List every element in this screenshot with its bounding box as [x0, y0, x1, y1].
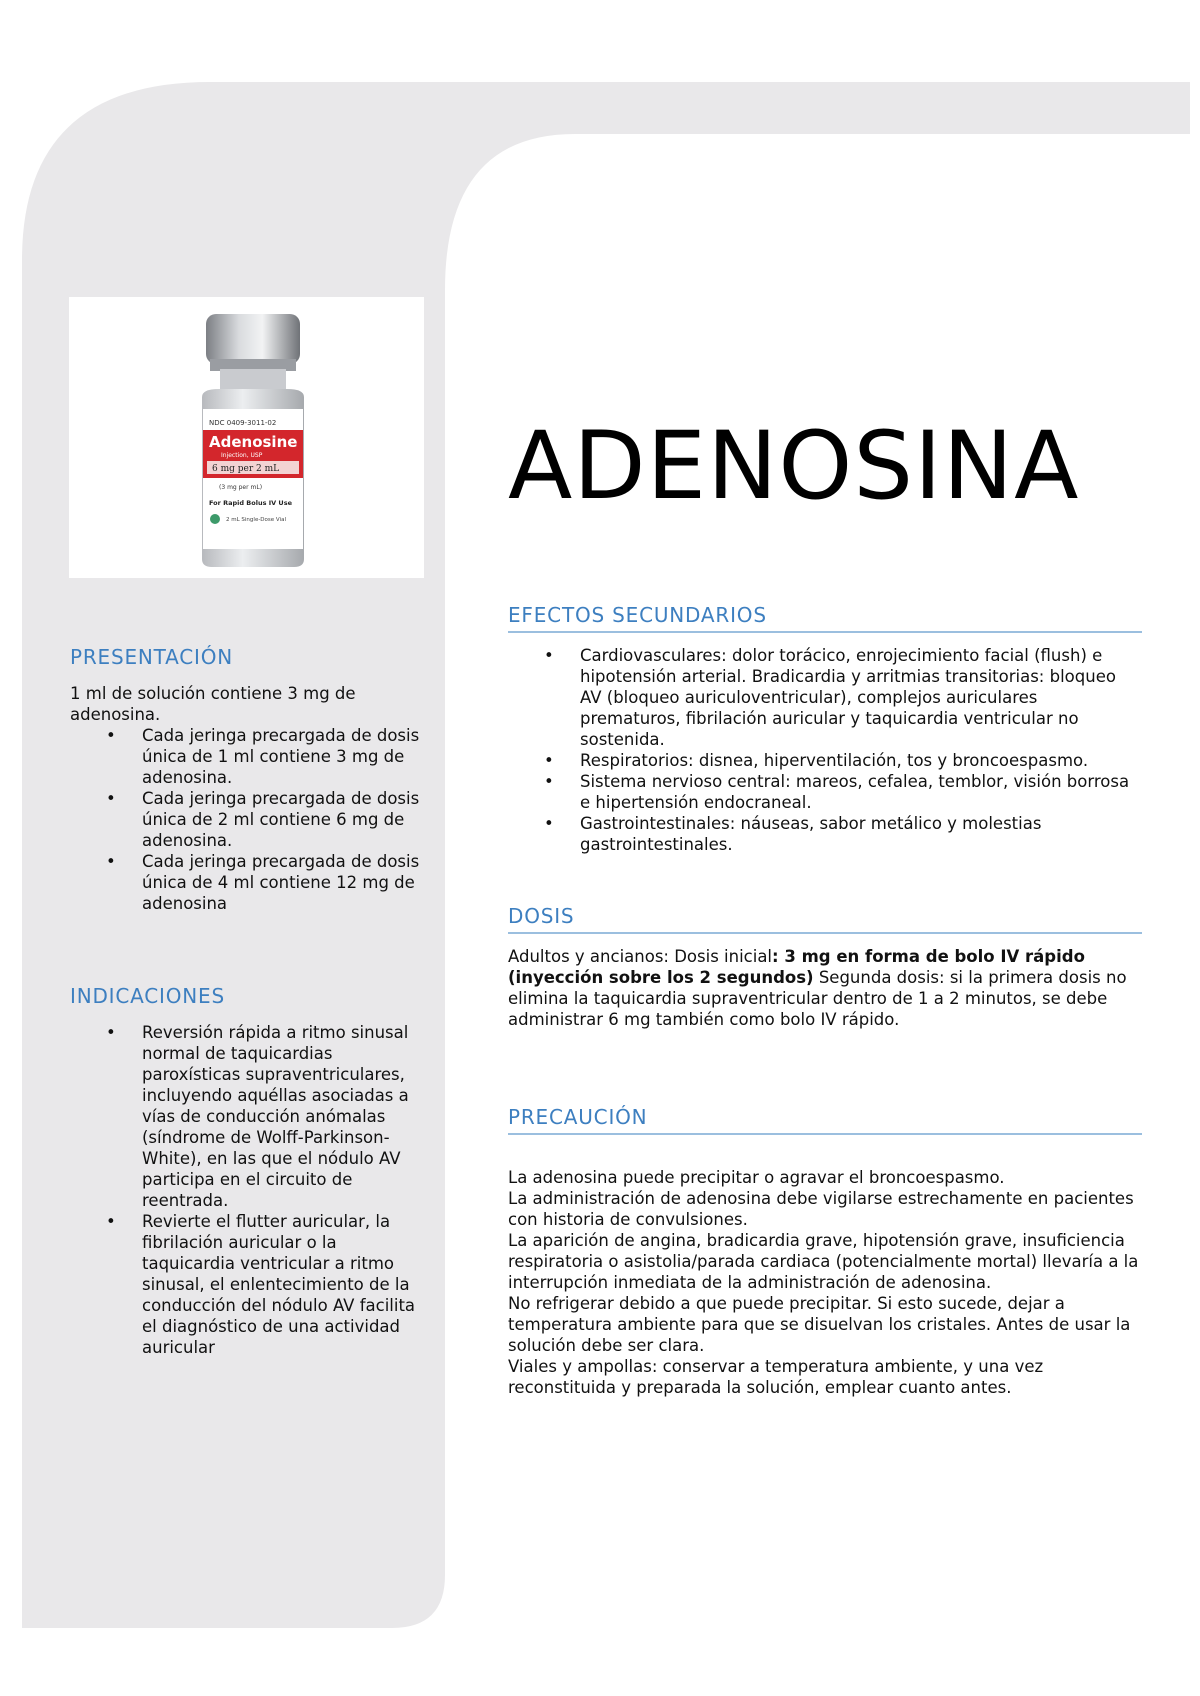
indicaciones-heading: INDICACIONES — [70, 984, 225, 1008]
vial-strength: 6 mg per 2 mL — [212, 464, 280, 474]
list-item: • Cardiovasculares: dolor torácico, enrojecimiento facial (flush) e hipotensión arterial. Bradicardia y arritmias transitorias: bloqueo AV (bloqueo auriculoventricular), complejos auriculares prematuros, fibrilación auricular y taquicardia ventricular no sostenida. — [508, 645, 1142, 750]
list-item: • Respiratorios: disnea, hiperventilación, tos y broncoespasmo. — [508, 750, 1142, 771]
presentacion-list — [70, 725, 420, 914]
precaucion-line: No refrigerar debido a que puede precipitar. Si esto sucede, dejar a temperatura ambiente para que se disuelvan los cristales. Antes de usar la solución debe ser clara. — [508, 1294, 1131, 1355]
vial-brand: Adenosine — [209, 433, 298, 451]
list-item: • Cada jeringa precargada de dosis única de 2 ml contiene 6 mg de adenosina. — [70, 788, 420, 851]
page-title: ADENOSINA — [508, 412, 1080, 521]
dosis-bold: : 3 mg en forma de bolo IV rápido (inyección sobre los 2 segundos) — [508, 947, 1085, 987]
vial-image — [69, 297, 424, 578]
section-presentacion — [70, 645, 420, 914]
section-divider — [508, 932, 1142, 934]
section-indicaciones — [70, 984, 420, 1358]
list-item: • Reversión rápida a ritmo sinusal normal de taquicardias paroxísticas supraventriculares, incluyendo aquéllas asociadas a vías de conducción anómalas (síndrome de Wolff-Parkinson-White), en las que el nódulo AV participa en el circuito de reentrada. — [70, 1022, 420, 1211]
dosis-lead: Adultos y ancianos: Dosis inicial — [508, 947, 773, 966]
vial-ndc: NDC 0409-3011-02 — [209, 419, 277, 427]
section-efectos — [508, 603, 1142, 855]
precaucion-line: La adenosina puede precipitar o agravar el broncoespasmo. — [508, 1168, 1005, 1187]
presentacion-intro: 1 ml de solución contiene 3 mg de adenosina. — [70, 684, 356, 724]
product-photo — [69, 297, 424, 578]
list-item: • Cada jeringa precargada de dosis única de 1 ml contiene 3 mg de adenosina. — [70, 725, 420, 788]
dosis-rest: Segunda dosis: si la primera dosis no elimina la taquicardia supraventricular dentro de 1 a 2 minutos, se debe administrar 6 mg también como bolo IV rápido. — [508, 968, 1127, 1029]
section-divider — [508, 631, 1142, 633]
vial-size: 2 mL Single-Dose Vial — [226, 517, 286, 523]
precaucion-line: Viales y ampollas: conservar a temperatura ambiente, y una vez reconstituida y preparada la solución, emplear cuanto antes. — [508, 1357, 1044, 1397]
section-divider — [508, 1133, 1142, 1135]
dosis-text — [508, 946, 1142, 1030]
list-item: • Gastrointestinales: náuseas, sabor metálico y molestias gastrointestinales. — [508, 813, 1142, 855]
list-item: • Revierte el flutter auricular, la fibrilación auricular o la taquicardia ventricular a ritmo sinusal, el enlentecimiento de la conducción del nódulo AV facilita el diagnóstico de una actividad auricular — [70, 1211, 420, 1358]
section-precaucion — [508, 1105, 1142, 1398]
list-item: • Cada jeringa precargada de dosis única de 4 ml contiene 12 mg de adenosina — [70, 851, 420, 914]
precaucion-body — [508, 1167, 1142, 1398]
list-item: • Sistema nervioso central: mareos, cefalea, temblor, visión borrosa e hipertensión endocraneal. — [508, 771, 1142, 813]
vial-subtitle: Injection, USP — [221, 452, 263, 459]
precaucion-line: La administración de adenosina debe vigilarse estrechamente en pacientes con historia de convulsiones. — [508, 1189, 1134, 1229]
indicaciones-list — [70, 1022, 420, 1358]
vial-concentration: (3 mg per mL) — [219, 484, 263, 491]
efectos-heading: EFECTOS SECUNDARIOS — [508, 603, 767, 627]
efectos-list — [508, 645, 1142, 855]
precaucion-heading: PRECAUCIÓN — [508, 1105, 648, 1129]
precaucion-line: La aparición de angina, bradicardia grave, hipotensión grave, insuficiencia respiratoria o asistolia/parada cardiaca (potencialmente mortal) llevaría a la interrupción inmediata de la administración de adenosina. — [508, 1231, 1139, 1292]
dosis-heading: DOSIS — [508, 904, 575, 928]
vial-route: For Rapid Bolus IV Use — [209, 499, 292, 507]
presentacion-heading: PRESENTACIÓN — [70, 645, 234, 669]
section-dosis — [508, 904, 1142, 1030]
